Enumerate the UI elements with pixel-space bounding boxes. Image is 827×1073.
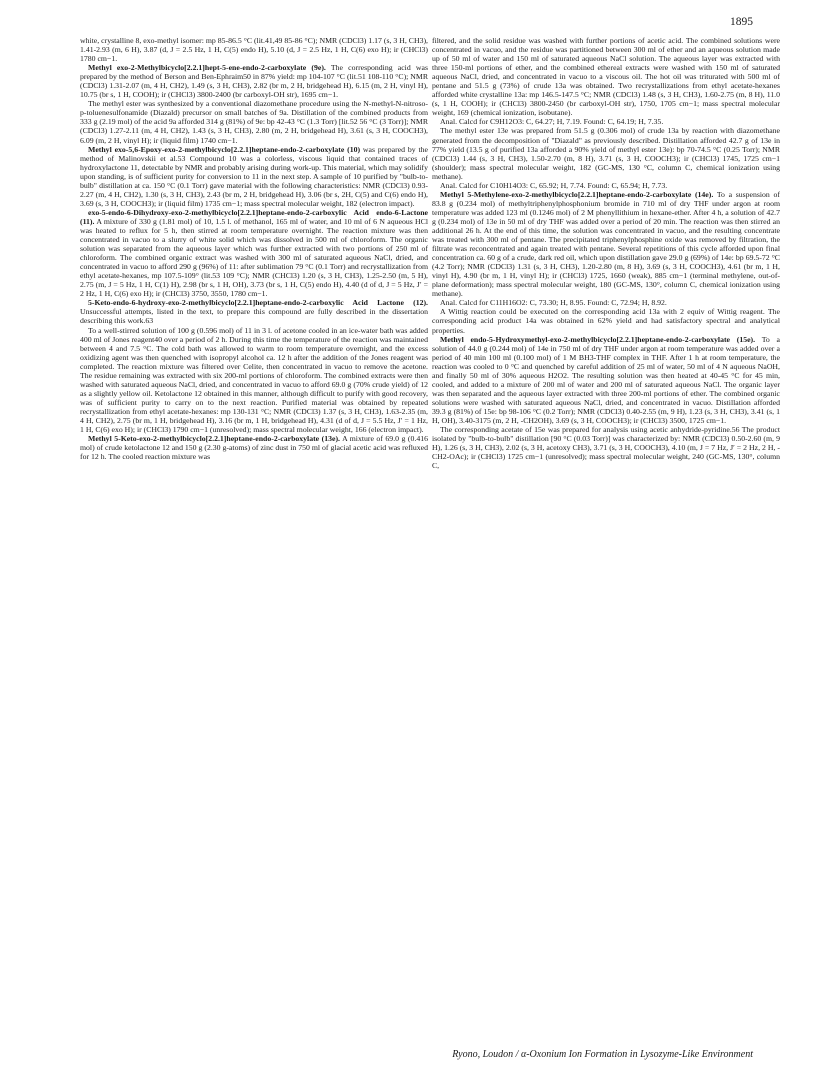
paragraph: [432, 335, 780, 425]
paragraph-text: The corresponding acetate of 15e was prepared for analysis using acetic anhydride-pyridine.56 The product isolated by "bulb-to-bulb" distillation [90 °C (0.03 Torr)] was characterized by: NMR (CDCl3) 0.50-2.60 (m, 9 H), 1.26 (s, 3 H, CH3), 2.02 (s, 3 H, acetoxy CH3), 3.71 (s, 3 H, COOCH3), 4.10 (m, J = 7 Hz, J′ = 2 Hz, 2 H, -CH2-OAc); ir (CHCl3) 1725 cm−1 (unresolved); mass spectral molecular weight, 240 (GC-MS, 130°, column C,: [432, 425, 780, 471]
paragraph: [80, 208, 428, 298]
running-footer: Ryono, Loudon / α-Oxonium Ion Formation in Lysozyme-Like Environment: [452, 1049, 753, 1060]
paragraph-heading: Methyl 5-Keto-exo-2-methylbicyclo[2.2.1]heptane-endo-2-carboxylate (13e).: [88, 434, 340, 444]
paragraph-text: Anal. Calcd for C10H14O3: C, 65.92; H, 7.74. Found: C, 65.94; H, 7.73.: [440, 180, 668, 190]
paragraph: [80, 434, 428, 461]
paragraph: [80, 326, 428, 435]
paragraph-text: Anal. Calcd for C9H12O3: C, 64.27; H, 7.19. Found: C, 64.19; H, 7.35.: [440, 117, 664, 127]
paragraph-text: was prepared by the method of Malinovskii et al.53 Compound 10 was a colorless, viscous liquid that contained traces of hydroxylactone 11, detectable by NMR and probably arising during work-up. This material, which may solidify upon standing, is of sufficient purity for conversion to 11 in the next step. A sample of 10 purified by "bulb-to-bulb" distillation at ca. 150 °C (0.1 Torr) gave material with the following characteristics: NMR (CDCl3) 0.93-2.27 (m, 4 H, CH2), 1.30 (s, 3 H, CH3), 2.43 (br m, 2 H, bridgehead H), 3.06 (br s, 2H, C(5) and C(6) endo H), 3.69 (s, 3 H, COOCH3); ir (liquid film) 1735 cm−1; mass spectral molecular weight, 182 (electron impact).: [80, 144, 428, 208]
paragraph-heading: Methyl exo-5,6-Epoxy-exo-2-methylbicyclo[2.2.1]heptane-endo-2-carboxylate (10): [88, 144, 361, 154]
paragraph-heading: 5-Keto-endo-6-hydroxy-exo-2-methylbicyclo[2.2.1]heptane-endo-2-carboxylic Acid Lactone (12).: [88, 298, 428, 308]
paragraph-heading: Methyl 5-Methylene-exo-2-methylbicyclo[2.2.1]heptane-endo-2-carboxylate (14e).: [440, 189, 714, 199]
paragraph-text: To a well-stirred solution of 100 g (0.596 mol) of 11 in 3 l. of acetone cooled in an ice-water bath was added 400 ml of Jones reagent40 over a period of 2 h. During this time the temperature of the reaction was maintained between 4 and 7.5 °C. The cold bath was allowed to warm to room temperature overnight, and the excess oxidizing agent was then quenched with isopropyl alcohol ca. 12 h after the addition of the Jones reagent was completed. The reaction mixture was filtered over Celite, then concentrated in vacuo to remove the acetone. The residue remaining was extracted with six 200-ml portions of chloroform. The combined extracts were then washed with saturated aqueous NaCl, dried, and concentrated in vacuo to afford 69.0 g (70% crude yield) of 12 as a slightly yellow oil. Ketolactone 12 obtained in this manner, although difficult to purify with good recovery, was of sufficient purity to carry on to the next reaction. Purified material was obtained by repeated recrystallization from ethyl acetate-hexanes: mp 130-131 °C; NMR (CDCl3) 1.37 (s, 3 H, CH3), 1.63-2.35 (m, 4 H, CH2), 2.75 (br m, 1 H, bridgehead H), 3.16 (br m, 1 H, bridgehead H), 4.31 (d of d, J = 5.5 Hz, J′ = 1 Hz, 1 H, C(6) exo H); ir (CHCl3) 1790 cm−1 (unresolved); mass spectral molecular weight, 166 (electron impact).: [80, 325, 428, 435]
paragraph-text: To a suspension of 83.8 g (0.234 mol) of methyltriphenylphosphonium bromide in 710 ml of dry THF under argon at room temperature was added 123 ml (0.1246 mol) of 2 M phenyllithium in hexane-ether. After 4 h, a solution of 42.7 g (0.234 mol) of 13e in 50 ml of dry THF was added over a period of 20 min. The reaction was then stirred an additional 26 h. At the end of this time, the solution was concentrated in vacuo, and the resulting concentrate was treated with 300 ml of pentane. The precipitated triphenylphosphine oxide was removed by filtration, the filtrate was reconcentrated and again treated with pentane. Several repetitions of this cycle afforded upon final concentration ca. 60 g of a crude, dark red oil, which upon distillation gave 29.0 g (69%) of 14e: bp 69.5-72 °C (4.2 Torr); NMR (CDCl3) 1.31 (s, 3 H, CH3), 1.20-2.80 (m, 8 H), 3.69 (s, 3 H, COOCH3), 4.61 (br m, 1 H, vinyl H), 4.90 (br m, 1 H, vinyl H); ir (CHCl3) 1725, 1660 (weak), 885 cm−1 (terminal methylene, out-of-plane deformation); mass spectral molecular weight, 180 (GC-MS, 130°, column C, chemical ionization using methane).: [432, 189, 780, 299]
page-number: 1895: [730, 16, 753, 28]
paragraph: [80, 145, 428, 208]
paragraph-heading: Methyl exo-2-Methylbicyclo[2.2.1]hept-5-ene-endo-2-carboxylate (9e).: [88, 63, 326, 73]
paragraph: [432, 425, 780, 470]
paragraph-heading: Methyl endo-5-Hydroxymethyl-exo-2-methylbicyclo[2.2.1]heptane-endo-2-carboxylate (15e).: [440, 334, 756, 344]
paragraph: [80, 298, 428, 325]
paragraph-text: A mixture of 330 g (1.81 mol) of 10, 1.5 l. of methanol, 165 ml of water, and 10 ml of 6 N aqueous HCl was heated to reflux for 5 h, then stirred at room temperature overnight. The reaction mixture was then concentrated in vacuo to a slurry of white solid which was dissolved in 500 ml of chloroform. The organic solution was separated from the aqueous layer which was further extracted with two portions of 250 ml of chloroform. The combined organic extract was washed with 300 ml of saturated aqueous NaCl, dried, and concentrated in vacuo to afford 290 g (96%) of 11: after sublimation 79 °C (0.1 Torr) and recrystallization from ethyl acetate-hexanes, mp 107.5-109° (lit.53 109 °C); NMR (CHCl3) 1.20 (s, 3 H, CH3), 1.25-2.50 (m, 5 H), 2.75 (m, J = 5 Hz, 1 H, C(1) H), 2.98 (br s, 1 H, OH), 3.73 (br s, 1 H, C(5) endo H), 4.40 (d of d, J = 5 Hz, J′ = 2 Hz, 1 H, C(6) exo H); ir (CHCl3) 3750, 3550, 1780 cm−1.: [80, 216, 429, 299]
paragraph-text: Unsuccessful attempts, listed in the text, to prepare this compound are fully described in the dissertation describing this work.63: [80, 307, 428, 326]
paragraph: [432, 117, 780, 126]
paragraph: [80, 63, 428, 99]
left-column: [80, 36, 428, 461]
paragraph-text: To a solution of 44.0 g (0.244 mol) of 14e in 750 ml of dry THF under argon at room temperature was added over a period of 40 min 100 ml (0.100 mol) of 1 M BH3-THF complex in THF. After 1 h at room temperature, the reaction was cooled to 0 °C and quenched by careful addition of 25 ml of water, 50 ml of 4 N aqueous NaOH, and finally 50 ml of 30% aqueous H2O2. The resulting solution was then heated at 40-45 °C for 45 min, cooled, and added to a mixture of 200 ml of water and 200 ml of saturated aqueous NaCl. The organic layer was then separated and the aqueous layer extracted with three 200-ml portions of ether. The combined organic solutions were washed with saturated aqueous NaCl, dried, and concentrated in vacuo. Distillation afforded 39.3 g (81%) of 15e: bp 98-106 °C (0.2 Torr); NMR (CDCl3) 0.40-2.55 (m, 9 H), 1.23 (s, 3 H, CH3), 3.41 (s, 1 H, OH), 3.40-3175 (m, 2 H, -CH2OH), 3.69 (s, 3 H, COOCH3); ir (CHCl3) 3500, 1725 cm−1.: [432, 334, 780, 425]
paragraph-text: The methyl ester 13e was prepared from 51.5 g (0.306 mol) of crude 13a by reaction with diazomethane generated from the decomposition of "Diazald" as previously described. Distillation afforded 42.7 g of 13e in 77% yield (13.5 g of purified 13a afforded a 90% yield of methyl ester 13e): bp 70-74.5 °C (0.25 Torr); NMR (CDCl3) 1.44 (s, 3 H, CH3), 1.50-2.70 (m, 8 H), 3.71 (s, 3 H, COOCH3); ir (CHCl3) 1745, 1725 cm−1 (shoulder); mass spectral molecular weight, 182 (GC-MS, 130 °C, column C, chemical ionization using methane).: [432, 126, 780, 181]
paragraph-text: The methyl ester was synthesized by a conventional diazomethane procedure using the N-methyl-N-nitroso-p-toluenesulfonamide (Diazald) precursor on small batches of 9a. Distillation of the combined products from 333 g (2.19 mol) of the acid 9a afforded 314 g (81%) of 9e: bp 42-43 °C (1.3 Torr) [lit.52 56 °C (3 Torr)]; NMR (CDCl3) 1.27-2.11 (m, 4 H, CH2), 1.43 (s, 3 H, CH3), 2.80 (m, 2 H, bridgehead H), 3.61 (s, 3 H, COOCH3), 6.09 (m, 2 H, vinyl H); ir (liquid film) 1740 cm−1.: [80, 99, 428, 145]
paragraph: [432, 307, 780, 334]
paragraph: [80, 36, 428, 63]
paragraph: [432, 298, 780, 307]
paragraph: [432, 36, 780, 117]
paragraph: [432, 190, 780, 299]
paragraph-text: filtered, and the solid residue was washed with further portions of acetic acid. The combined solutions were concentrated in vacuo, and the residue was partitioned between 300 ml of ether and an aqueous solution made up of 50 ml of water and 150 ml of saturated aqueous NaCl solution. The aqueous layer was extracted with three 150-ml portions of ether, and the combined ethereal extracts were washed with 150 ml of saturated aqueous NaCl, dried, and concentrated in vacuo to a viscous oil. The hot oil was triturated with 500 ml of pentane and 51.5 g (73%) of crude 13a was obtained. Two recrystallizations from ethyl acetate-hexanes afforded white crystalline 13a: mp 146.5-147.5 °C; NMR (CDCl3) 1.48 (s, 3 H, CH3), 1.60-2.75 (m, 8 H), 11.0 (s, 1 H, COOH); ir (CHCl3) 3800-2450 (br carboxyl-OH str), 1750, 1705 cm−1; mass spectral molecular weight, 169 (chemical ionization, isobutane).: [432, 36, 780, 118]
right-column: [432, 36, 780, 470]
paragraph-text: Anal. Calcd for C11H16O2: C, 73.30; H, 8.95. Found: C, 72.94; H, 8.92.: [440, 298, 667, 308]
paragraph-text: white, crystalline 8, exo-methyl isomer: mp 85-86.5 °C (lit.41,49 85-86 °C); NMR (CDCl3) 1.17 (s, 3 H, CH3), 1.41-2.93 (m, 6 H), 3.87 (d, J = 2.5 Hz, 1 H, C(5) endo H), 5.10 (d, J = 2.5 Hz, 1 H, C(6) exo H); ir (CHCl3) 1780 cm−1.: [80, 36, 428, 64]
paragraph-heading: exo-5-endo-6-Dihydroxy-exo-2-methylbicyclo[2.2.1]heptane-endo-2-carboxylic Acid endo-6-Lactone (11).: [80, 207, 428, 226]
paragraph-text: A Wittig reaction could be executed on the corresponding acid 13a with 2 equiv of Wittig reagent. The corresponding acid product 14a was obtained in 62% yield and had satisfactory spectral and analytical properties.: [432, 307, 780, 335]
paragraph: [80, 99, 428, 144]
paragraph: [432, 126, 780, 180]
paragraph: [432, 181, 780, 190]
paragraph-text: The corresponding acid was prepared by the method of Berson and Ben-Ephraim50 in 87% yield: mp 104-107 °C (lit.51 108-110 °C); NMR (CDCl3) 1.31-2.07 (m, 4 H, CH2), 1.49 (s, 3 H, CH3), 2.82 (br m, 2 H, bridgehead H), 6.15 (m, 2 H, vinyl H), 10.75 (br s, 1 H, COOH); ir (CHCl3) 3800-2400 (br carboxyl-OH str), 1695 cm−1.: [80, 63, 428, 100]
paragraph-text: A mixture of 69.0 g (0.416 mol) of crude ketolactone 12 and 150 g (2.30 g-atoms) of zinc dust in 750 ml of glacial acetic acid was refluxed for 12 h. The cooled reaction mixture was: [80, 434, 428, 462]
